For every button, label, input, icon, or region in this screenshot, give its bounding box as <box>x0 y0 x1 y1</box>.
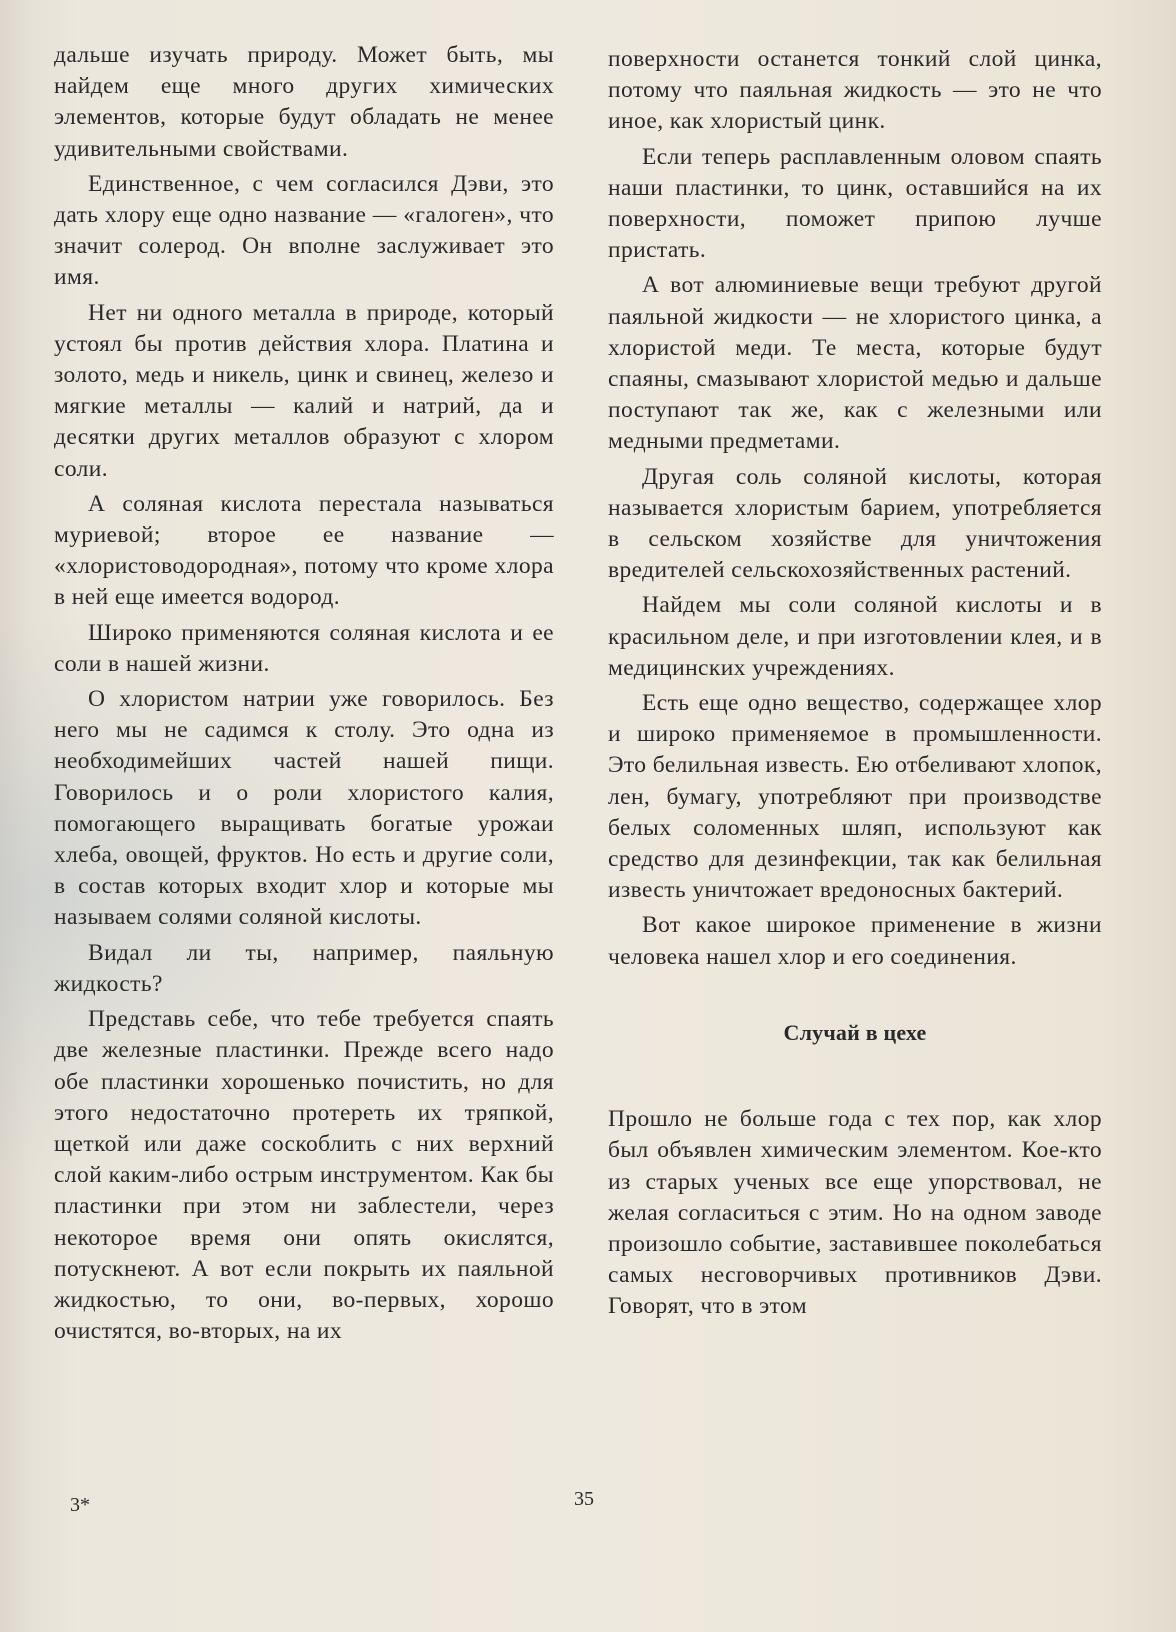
paragraph: Прошло не больше года с тех пор, как хлор был объявлен химическим элементом. Кое-кто из старых ученых все еще упорствовал, не желая согласиться с этим. Но на одном заводе произошло событие, заставившее поколебаться самых несговорчивых противников Дэви. Говорят, что в этом <box>608 1106 1102 1320</box>
page-number: 35 <box>574 1488 594 1510</box>
paragraph: А соляная кислота перестала называться муриевой; второе ее название — «хлористоводородная», потому что кроме хлора в ней еще имеется водород. <box>54 490 554 611</box>
paragraph: Есть еще одно вещество, содержащее хлор и широко применяемое в промышленности. Это белильная известь. Ею отбеливают хлопок, лен, бумагу, употребляют при производстве белых соломенных шляп, используют как средство для дезинфекции, так как белильная известь уничтожает вредоносных бактерий. <box>608 690 1102 904</box>
paragraph: Вот какое широкое применение в жизни человека нашел хлор и его соединения. <box>608 912 1102 970</box>
right-column <box>608 44 1102 1327</box>
paragraph: дальше изучать природу. Может быть, мы найдем еще много других химических элементов, которые будут обладать не менее удивительными свойствами. <box>54 42 554 162</box>
paragraph: Представь себе, что тебе требуется спаять две железные пластинки. Прежде всего надо обе пластинки хорошенько почистить, но для этого недостаточно протереть их тряпкой, щеткой или даже соскоблить с них верхний слой каким-либо острым инструментом. Как бы пластинки при этом ни заблестели, через некоторое время они опять окислятся, потускнеют. А вот если покрыть их паяльной жидкостью, то они, во-первых, хорошо очистятся, во-вторых, на их <box>54 1006 554 1345</box>
paragraph: Если теперь расплавленным оловом спаять наши пластинки, то цинк, оставшийся на их поверхности, поможет припою лучше пристать. <box>608 143 1102 264</box>
signature-mark: 3* <box>70 1494 90 1516</box>
paragraph: О хлористом натрии уже говорилось. Без него мы не садимся к столу. Это одна из необходимейших частей нашей пищи. Говорилось и о роли хлористого калия, помогающего выращивать богатые урожаи хлеба, овощей, фруктов. Но есть и другие соли, в состав которых входит хлор и которые мы называем солями соляной кислоты. <box>54 686 554 931</box>
paragraph: Другая соль соляной кислоты, которая называется хлористым барием, употребляется в сельском хозяйстве для уничтожения вредителей сельскохозяйственных растений. <box>608 463 1102 584</box>
left-column <box>54 40 554 1351</box>
paragraph: Единственное, с чем согласился Дэви, это дать хлору еще одно название — «галоген», что значит солерод. Он вполне заслуживает это имя. <box>54 170 554 291</box>
paragraph: поверхности останется тонкий слой цинка, потому что паяльная жидкость — это не что иное, как хлористый цинк. <box>608 46 1102 135</box>
paragraph: Найдем мы соли соляной кислоты и в красильном деле, и при изготовлении клея, и в медицинских учреждениях. <box>608 592 1102 681</box>
paragraph: А вот алюминиевые вещи требуют другой паяльной жидкости — не хлористого цинка, а хлористой меди. Те места, которые будут спаяны, смазывают хлористой медью и дальше поступают так же, как с железными или медными предметами. <box>608 272 1102 455</box>
section-heading: Случай в цехе <box>783 1019 927 1045</box>
paragraph: Видал ли ты, например, паяльную жидкость? <box>54 939 554 997</box>
paragraph: Широко применяются соляная кислота и ее соли в нашей жизни. <box>54 619 554 677</box>
paragraph: Нет ни одного металла в природе, который устоял бы против действия хлора. Платина и золото, медь и никель, цинк и свинец, железо и мягкие металлы — калий и натрий, да и десятки других металлов образуют с хлором соли. <box>54 299 554 482</box>
